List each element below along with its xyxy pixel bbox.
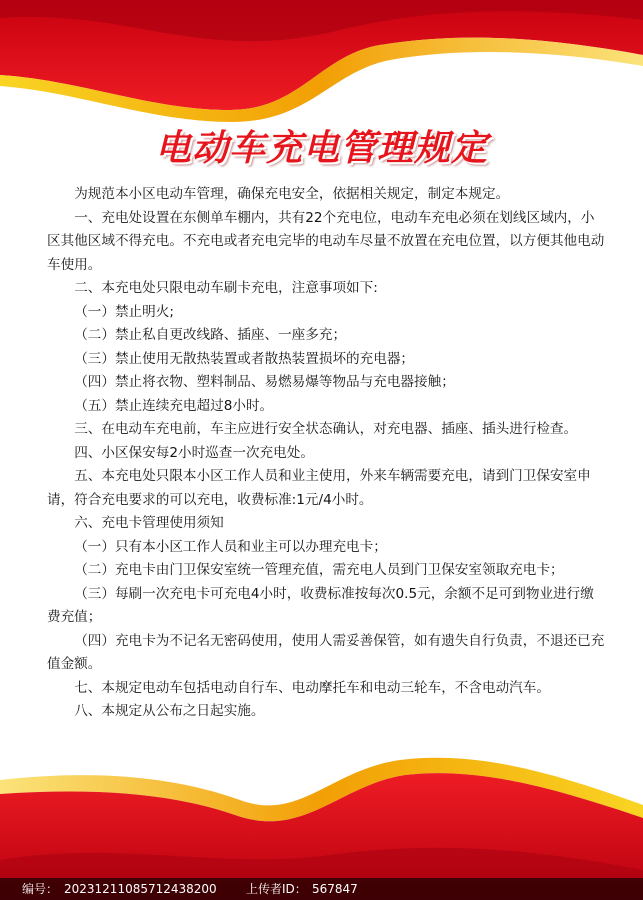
rule-1: 一、充电处设置在东侧单车棚内，共有22个充电位，电动车充电必须在划线区域内，小区其他区域不得充电。不充电或者充电完毕的电动车尽量不放置在充电位置，以方便其他电动车使用。: [47, 209, 605, 273]
rule-8: 八、本规定从公布之日起实施。: [74, 703, 265, 719]
rule-7: 七、本规定电动车包括电动自行车、电动摩托车和电动三轮车，不含电动汽车。: [74, 679, 550, 696]
rule-6-item: （三）每刷一次充电卡可充电4小时，收费标准按每次0.5元，余额不足可到物业进行缴费充值；: [47, 585, 594, 625]
rule-2: 二、本充电处只限电动车刷卡充电，注意事项如下:: [74, 280, 378, 296]
footer-id-label: 编号：: [22, 882, 59, 896]
intro-paragraph: 为规范本小区电动车管理，确保充电安全，依据相关规定，制定本规定。: [74, 186, 510, 202]
rule-6-item: （一）只有本小区工作人员和业主可以办理充电卡；: [74, 538, 387, 555]
rule-2-item: （五）禁止连续充电超过8小时。: [74, 397, 274, 414]
rule-5: 五、本充电处只限本小区工作人员和业主使用，外来车辆需要充电，请到门卫保安室申请，符合充电要求的可以充电，收费标准:1元/4小时。: [47, 468, 591, 508]
regulation-body: [47, 183, 607, 724]
page-title: 电动车充电管理规定: [154, 128, 488, 169]
rule-4: 四、小区保安每2小时巡查一次充电处。: [74, 444, 314, 461]
rule-2-item: （四）禁止将衣物、塑料制品、易燃易爆等物品与充电器接触；: [74, 374, 455, 390]
rule-6-item: （二）充电卡由门卫保安室统一管理充值，需充电人员到门卫保安室领取充电卡；: [74, 562, 564, 578]
footer-uploader-label: 上传者ID：: [246, 882, 307, 896]
rule-3: 三、在电动车充电前，车主应进行安全状态确认，对充电器、插座、插头进行检查。: [74, 421, 578, 437]
rule-2-item: （三）禁止使用无散热装置或者散热装置损坏的充电器；: [74, 350, 415, 367]
rule-6: 六、充电卡管理使用须知: [74, 515, 224, 531]
rule-6-item: （四）充电卡为不记名无密码使用，使用人需妥善保管，如有遗失自行负责，不退还已充值金额。: [47, 632, 605, 672]
rule-2-item: （一）禁止明火;: [74, 303, 174, 320]
footer-uploader-value: 567847: [312, 882, 358, 896]
footer-bar: [0, 878, 643, 900]
rule-2-item: （二）禁止私自更改线路、插座、一座多充；: [74, 327, 347, 343]
footer-id-value: 20231211085712438200: [64, 882, 217, 896]
top-wave-decoration: [0, 0, 643, 130]
